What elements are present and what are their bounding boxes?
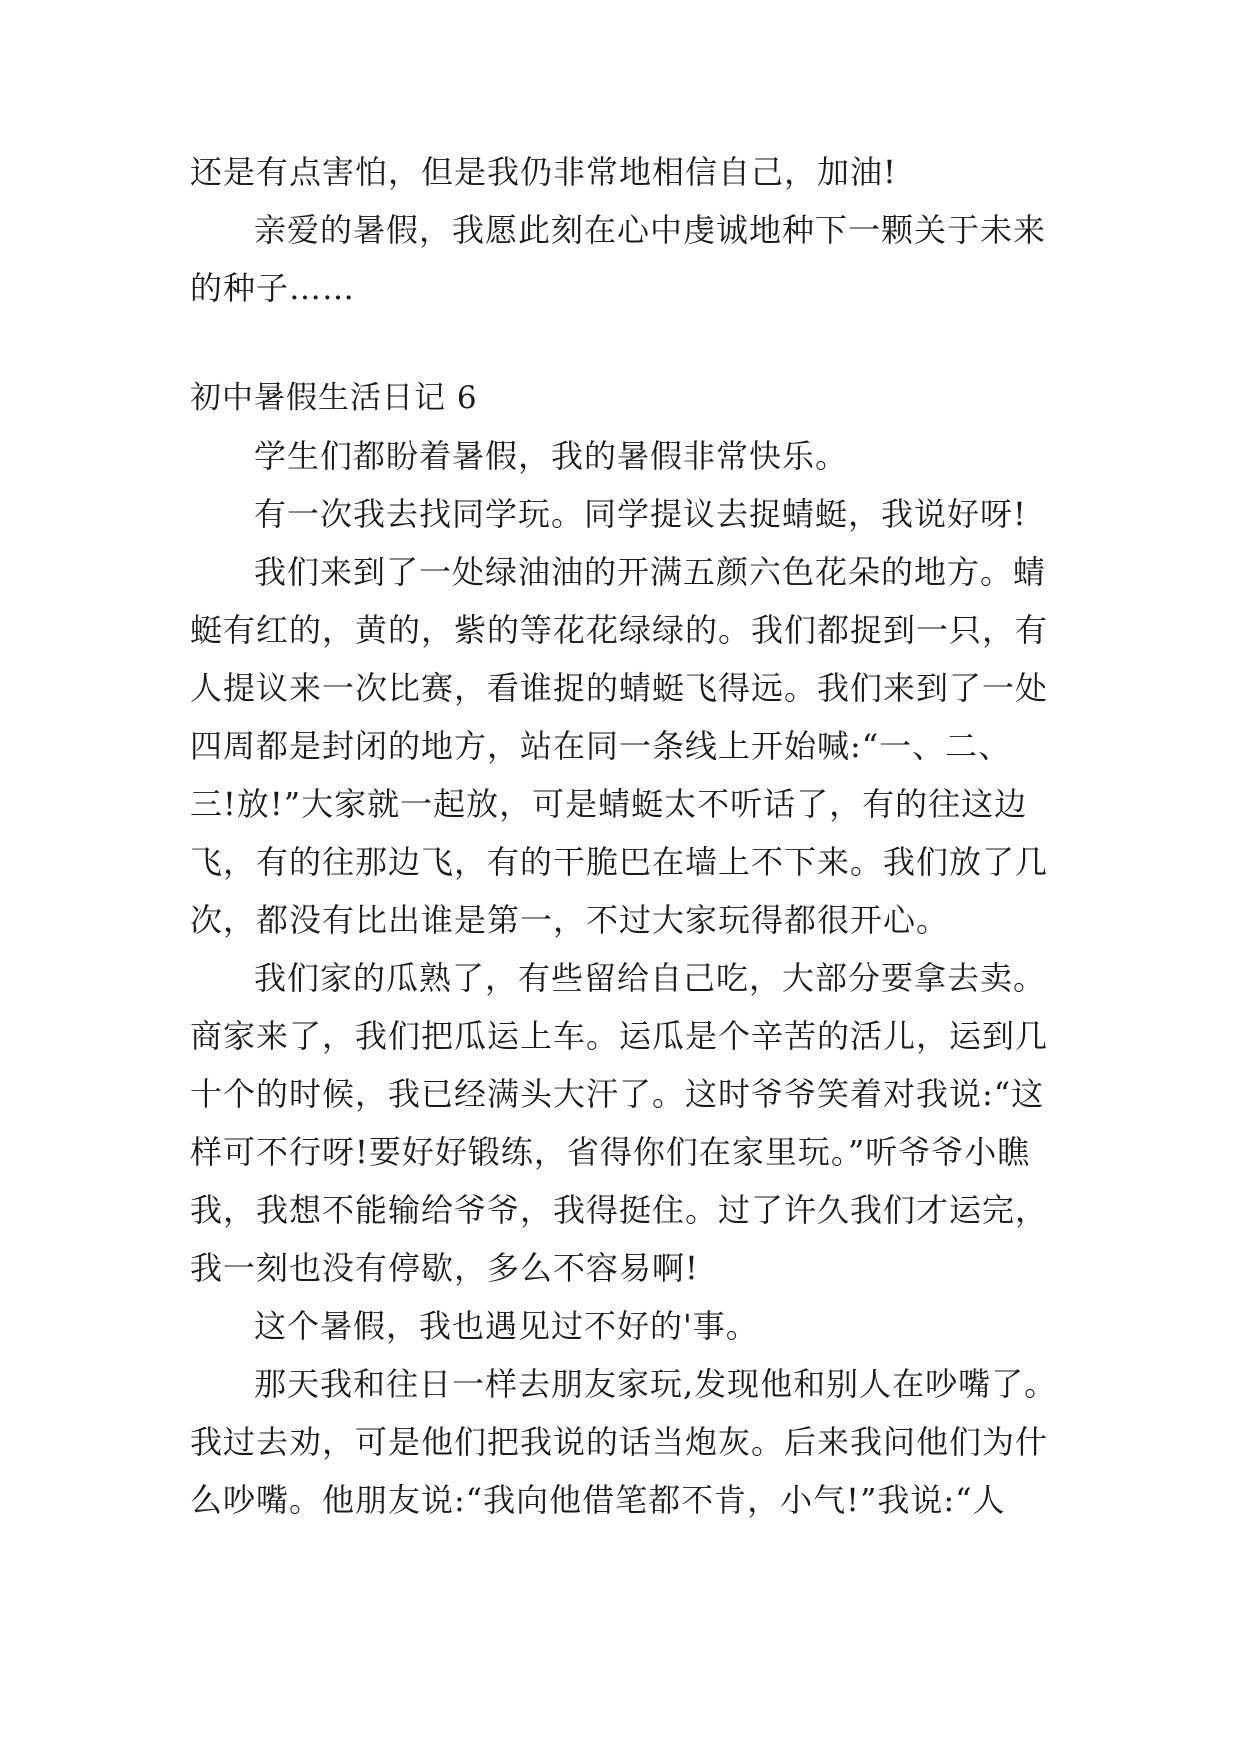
paragraph-line: 我们家的瓜熟了，有些留给自己吃，大部分要拿去卖。 [254, 959, 1047, 997]
paragraph-line: 这个暑假，我也遇见过不好的'事。 [254, 1307, 759, 1345]
paragraph-line: 四周都是封闭的地方，站在同一条线上开始喊:“一、二、 [190, 727, 1012, 765]
paragraph-line: 学生们都盼着暑假，我的暑假非常快乐。 [254, 437, 849, 475]
continuation-line-3: 的种子…… [190, 269, 356, 307]
paragraph-line: 人提议来一次比赛，看谁捉的蜻蜓飞得远。我们来到了一处 [190, 669, 1049, 707]
paragraph-line: 有一次我去找同学玩。同学提议去捉蜻蜓，我说好呀! [254, 495, 1027, 533]
continuation-line-2: 亲爱的暑假，我愿此刻在心中虔诚地种下一颗关于未来 [254, 211, 1047, 249]
paragraph-line: 我一刻也没有停歇，多么不容易啊! [190, 1249, 699, 1287]
paragraph-line: 次，都没有比出谁是第一，不过大家玩得都很开心。 [190, 901, 950, 939]
paragraph-line: 我过去劝，可是他们把我说的话当炮灰。后来我问他们为什 [190, 1423, 1049, 1461]
paragraph-line: 那天我和往日一样去朋友家玩,发现他和别人在吵嘴了。 [254, 1365, 1058, 1403]
paragraph-line: 飞，有的往那边飞，有的干脆巴在墙上不下来。我们放了几 [190, 843, 1049, 881]
paragraph-line: 商家来了，我们把瓜运上车。运瓜是个辛苦的活儿，运到几 [190, 1017, 1049, 1055]
paragraph-line: 样可不行呀!要好好锻练，省得你们在家里玩。”听爷爷小瞧 [190, 1133, 1031, 1171]
paragraph-line: 么吵嘴。他朋友说:“我向他借笔都不肯，小气!”我说:“人 [190, 1481, 1006, 1519]
paragraph-line: 十个的时候，我已经满头大汗了。这时爷爷笑着对我说:“这 [190, 1075, 1045, 1113]
continuation-line-1: 还是有点害怕，但是我仍非常地相信自己，加油! [190, 153, 897, 191]
paragraph-line: 我们来到了一处绿油油的开满五颜六色花朵的地方。蜻 [254, 553, 1047, 591]
paragraph-line: 我，我想不能输给爷爷，我得挺住。过了许久我们才运完， [190, 1191, 1049, 1229]
paragraph-line: 蜓有红的，黄的，紫的等花花绿绿的。我们都捉到一只，有 [190, 611, 1049, 649]
paragraph-line: 三!放!”大家就一起放，可是蜻蜓太不听话了，有的往这边 [190, 785, 1028, 823]
section-title: 初中暑假生活日记 6 [190, 380, 478, 416]
